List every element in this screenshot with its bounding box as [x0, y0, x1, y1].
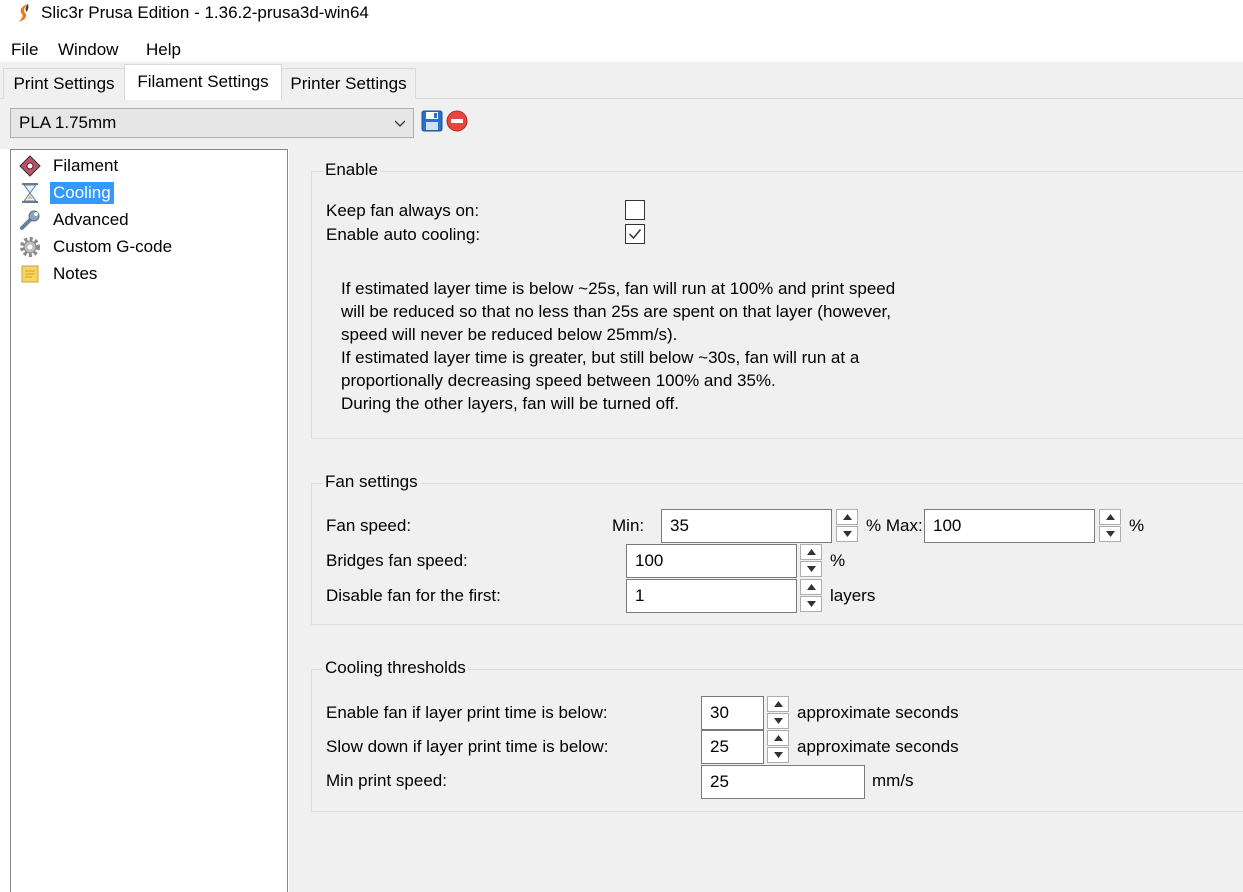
enable-fan-threshold-label: Enable fan if layer print time is below: — [326, 703, 608, 722]
settings-panel — [289, 149, 1243, 892]
max-fan-speed-stepper[interactable] — [1099, 509, 1121, 543]
enable-fan-threshold-unit: approximate seconds — [797, 703, 959, 722]
preset-selected-value: PLA 1.75mm — [19, 113, 117, 132]
tab-print-settings[interactable]: Print Settings — [3, 68, 125, 99]
stepper-up-button[interactable] — [800, 579, 822, 595]
sidebar-item-label: Notes — [53, 264, 98, 283]
enable-auto-cooling-label: Enable auto cooling: — [326, 225, 481, 244]
max-fan-speed-input[interactable]: 100 — [924, 509, 1095, 543]
menu-window[interactable]: Window — [58, 40, 119, 59]
spool-icon — [19, 155, 41, 177]
fan-speed-label: Fan speed: — [326, 516, 412, 535]
disable-fan-first-layers-label: Disable fan for the first: — [326, 586, 501, 605]
cooling-description-line: During the other layers, fan will be turned off. — [341, 394, 679, 413]
group-title-fan-settings: Fan settings — [322, 472, 421, 492]
disable-fan-first-layers-stepper[interactable] — [800, 579, 822, 613]
title-bar — [0, 0, 1243, 30]
arrow-down-icon — [843, 531, 852, 537]
slow-down-threshold-input[interactable]: 25 — [701, 730, 764, 764]
sidebar-item-notes[interactable] — [19, 262, 100, 286]
arrow-up-icon — [807, 584, 816, 590]
slow-down-threshold-stepper[interactable] — [767, 730, 789, 764]
group-title-cooling-thresholds: Cooling thresholds — [322, 658, 469, 678]
cooling-description-line: will be reduced so that no less than 25s are spent on that layer (however, — [341, 302, 891, 321]
arrow-up-icon — [807, 549, 816, 555]
stepper-down-button[interactable] — [767, 747, 789, 763]
menu-file[interactable]: File — [11, 40, 39, 59]
stepper-up-button[interactable] — [800, 544, 822, 560]
stepper-down-button[interactable] — [767, 713, 789, 729]
min-print-speed-unit: mm/s — [872, 771, 914, 790]
checkmark-icon — [628, 227, 642, 241]
enable-fan-threshold-stepper[interactable] — [767, 696, 789, 730]
hourglass-icon — [19, 182, 41, 204]
slic3r-logo-icon — [16, 3, 32, 23]
cooling-description-line: proportionally decreasing speed between 100% and 35%. — [341, 371, 776, 390]
tab-filament-settings[interactable]: Filament Settings — [124, 64, 282, 100]
preset-dropdown[interactable] — [10, 108, 414, 138]
stepper-down-button[interactable] — [1099, 526, 1121, 542]
stepper-up-button[interactable] — [767, 696, 789, 712]
arrow-up-icon — [774, 735, 783, 741]
cooling-description-line: If estimated layer time is greater, but still below ~30s, fan will run at a — [341, 348, 860, 367]
fan-speed-min-label: Min: — [612, 516, 645, 535]
sidebar-item-filament[interactable] — [19, 154, 121, 178]
cog-icon — [19, 236, 41, 258]
wrench-icon — [19, 209, 41, 231]
slow-down-threshold-label: Slow down if layer print time is below: — [326, 737, 609, 756]
preset-toolbar — [0, 99, 1243, 149]
stepper-down-button[interactable] — [836, 526, 858, 542]
sidebar-item-label: Advanced — [53, 210, 129, 229]
stepper-up-button[interactable] — [836, 509, 858, 525]
note-icon — [19, 263, 41, 285]
arrow-down-icon — [807, 601, 816, 607]
cooling-description-line: speed will never be reduced below 25mm/s). — [341, 325, 678, 344]
sidebar-item-cooling[interactable] — [19, 181, 114, 205]
max-fan-speed-unit: % — [1129, 516, 1145, 535]
sidebar-item-label: Filament — [53, 156, 119, 175]
arrow-up-icon — [774, 701, 783, 707]
page-list — [10, 149, 288, 892]
min-fan-speed-input[interactable]: 35 — [661, 509, 832, 543]
disable-fan-first-layers-unit: layers — [830, 586, 876, 605]
keep-fan-always-on-checkbox[interactable] — [625, 200, 645, 220]
save-preset-icon[interactable] — [421, 110, 443, 132]
sidebar-item-advanced[interactable] — [19, 208, 132, 232]
tab-printer-settings[interactable]: Printer Settings — [281, 68, 416, 99]
stepper-down-button[interactable] — [800, 596, 822, 612]
fan-speed-max-label: % Max: — [866, 516, 923, 535]
stepper-up-button[interactable] — [1099, 509, 1121, 525]
enable-auto-cooling-checkbox[interactable] — [625, 224, 645, 244]
arrow-down-icon — [807, 566, 816, 572]
disable-fan-first-layers-input[interactable]: 1 — [626, 579, 797, 613]
fan-settings-group — [311, 472, 1243, 625]
sidebar-item-label: Custom G-code — [53, 237, 173, 256]
slow-down-threshold-unit: approximate seconds — [797, 737, 959, 756]
min-print-speed-label: Min print speed: — [326, 771, 447, 790]
enable-fan-threshold-input[interactable]: 30 — [701, 696, 764, 730]
stepper-up-button[interactable] — [767, 730, 789, 746]
arrow-down-icon — [774, 752, 783, 758]
bridges-fan-speed-unit: % — [830, 551, 846, 570]
cooling-description — [341, 277, 895, 415]
keep-fan-always-on-label: Keep fan always on: — [326, 201, 480, 220]
window-title: Slic3r Prusa Edition - 1.36.2-prusa3d-win64 — [41, 3, 369, 22]
arrow-up-icon — [1106, 514, 1115, 520]
arrow-down-icon — [1106, 531, 1115, 537]
cooling-thresholds-group — [311, 658, 1243, 812]
min-print-speed-input[interactable]: 25 — [701, 765, 865, 799]
arrow-up-icon — [843, 514, 852, 520]
settings-tabs — [0, 62, 1243, 99]
group-title-enable: Enable — [322, 160, 381, 180]
stepper-down-button[interactable] — [800, 561, 822, 577]
bridges-fan-speed-label: Bridges fan speed: — [326, 551, 468, 570]
sidebar-item-label: Cooling — [50, 182, 114, 204]
bridges-fan-speed-stepper[interactable] — [800, 544, 822, 578]
arrow-down-icon — [774, 718, 783, 724]
chevron-down-icon — [395, 118, 405, 128]
enable-group — [311, 160, 1243, 439]
bridges-fan-speed-input[interactable]: 100 — [626, 544, 797, 578]
sidebar-item-custom-gcode[interactable] — [19, 235, 175, 259]
cooling-description-line: If estimated layer time is below ~25s, fan will run at 100% and print speed — [341, 279, 896, 298]
min-fan-speed-stepper[interactable] — [836, 509, 858, 543]
menu-help[interactable]: Help — [146, 40, 181, 59]
delete-preset-icon[interactable] — [446, 110, 468, 132]
